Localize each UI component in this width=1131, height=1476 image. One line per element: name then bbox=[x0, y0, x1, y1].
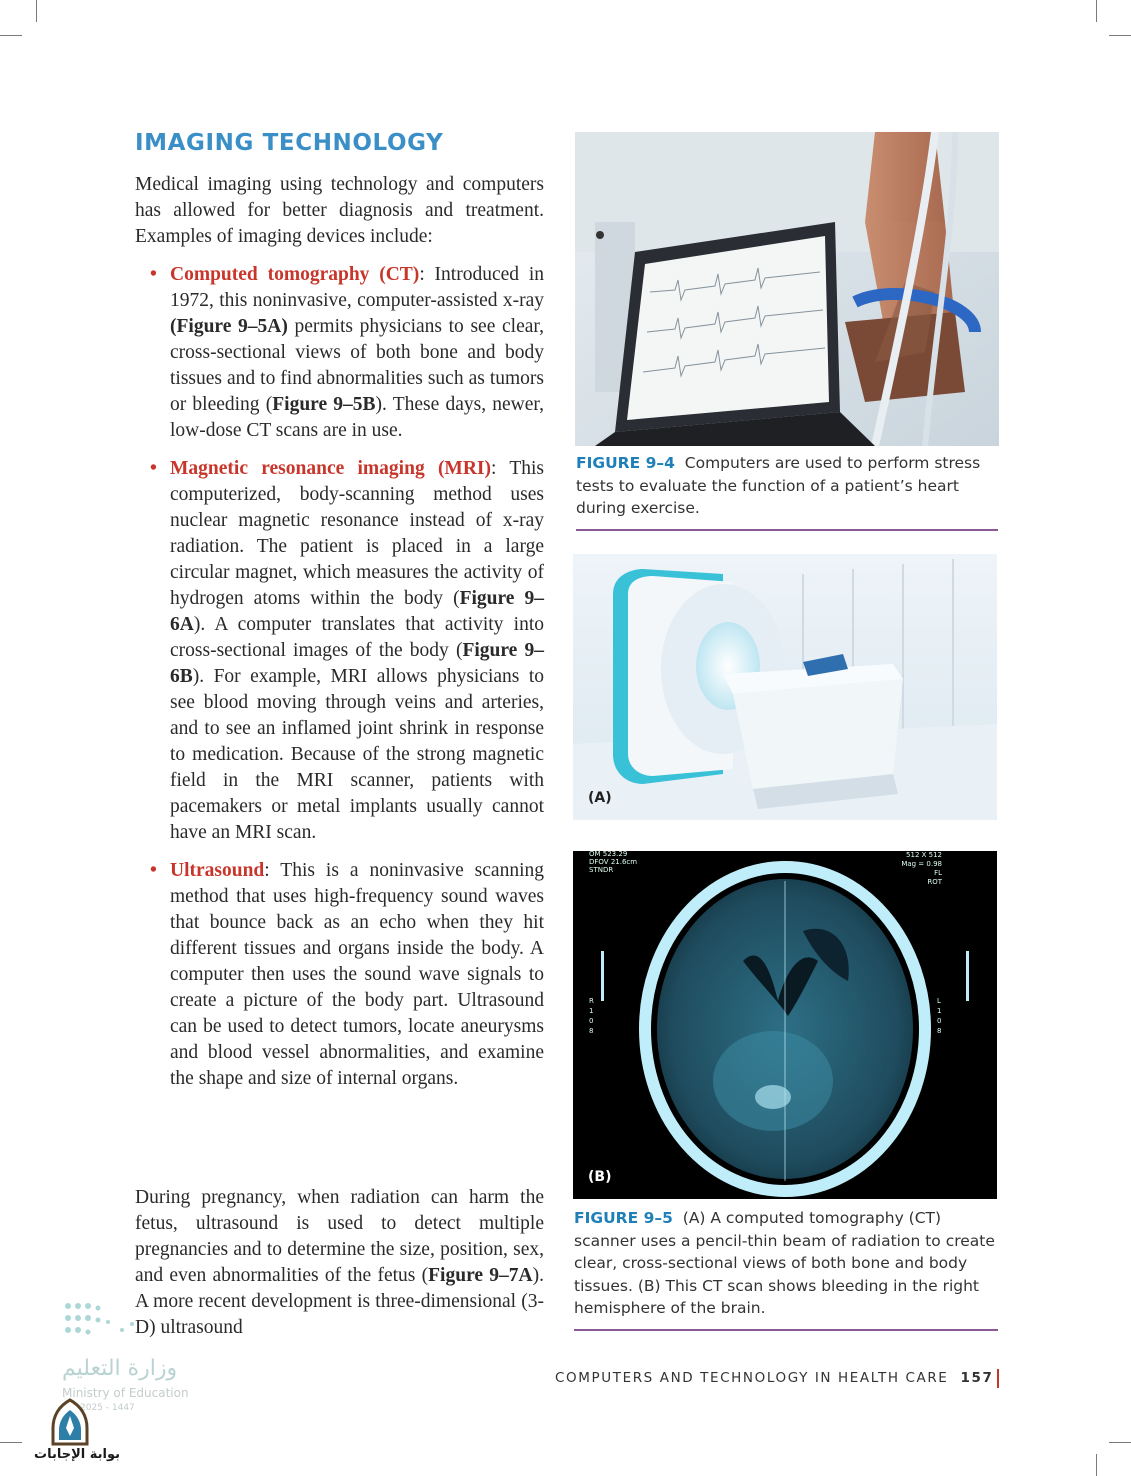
text: : This is a noninvasive scanning method that uses high-frequency sound waves that bounce back as an echo when they hit different tissues and organs inside the body. A computer then uses the sound wave signals to create a picture of the body part. Ultrasound can be used to detect tumors, locate aneurysms and blood vessel abnormalities, and examine the shape and size of internal organs. bbox=[170, 860, 544, 1089]
text: : This computerized, body-scanning method uses nuclear magnetic resonance instead of x-ray radiation. The patient is placed in a large circular magnet, which measures the activity of hydrogen atoms within the body ( bbox=[170, 458, 544, 609]
bullet-icon: • bbox=[150, 860, 157, 881]
crop-mark bbox=[1096, 0, 1097, 22]
figure-part-tag: (A) bbox=[588, 790, 612, 806]
page-number: 157 bbox=[960, 1370, 994, 1386]
page-footer bbox=[555, 1370, 993, 1386]
figure-9-4-caption bbox=[576, 452, 996, 520]
figure-reference: Figure 9–6A bbox=[170, 588, 544, 635]
watermark-year: 2025 - 1447 bbox=[80, 1403, 135, 1413]
text: During pregnancy, when radiation can harm the fetus, ultrasound is used to detect multiple pregnancies and to determine the size, position, sex, and even abnormalities of the fetus ( bbox=[135, 1187, 544, 1286]
caption-divider bbox=[574, 1329, 998, 1331]
figure-label: FIGURE 9–5 bbox=[574, 1209, 673, 1227]
ministry-arabic-name: وزارة التعليم bbox=[62, 1356, 178, 1381]
dots-logo-icon bbox=[62, 1300, 142, 1340]
list-item-ultrasound bbox=[135, 858, 544, 1092]
footer-accent-bar bbox=[997, 1369, 999, 1388]
figure-reference: Figure 9–7A bbox=[428, 1265, 533, 1286]
overlay-text: DFOV 21.6cm bbox=[589, 858, 638, 866]
crop-mark bbox=[0, 35, 22, 36]
term-ct: Computed tomography (CT) bbox=[170, 264, 420, 285]
section-heading: IMAGING TECHNOLOGY bbox=[135, 130, 444, 156]
scan-overlay-left bbox=[589, 851, 637, 874]
crop-mark bbox=[0, 1442, 22, 1443]
ministry-english-name: Ministry of Education bbox=[62, 1386, 189, 1400]
scan-side-left: R 108 bbox=[589, 997, 594, 1035]
site-name: بوابة الإجابات bbox=[34, 1447, 120, 1462]
figure-9-4-photo bbox=[575, 132, 999, 446]
crop-mark bbox=[1109, 1442, 1131, 1443]
lantern-logo-icon bbox=[47, 1398, 93, 1448]
overlay-text: ROT bbox=[927, 878, 942, 886]
overlay-text: FL bbox=[934, 869, 942, 877]
scan-overlay-right bbox=[901, 851, 942, 887]
imaging-device-list bbox=[135, 262, 544, 1104]
caption-text: (A) A computed tomography (CT) scanner uses a pencil-thin beam of radiation to create clear, cross-sectional views of both bone and body tissues. (B) This CT scan shows bleeding in the right hemisphere of the brain. bbox=[574, 1209, 995, 1317]
figure-reference: Figure 9–5B bbox=[272, 394, 376, 415]
figure-9-5a-photo bbox=[573, 554, 997, 820]
crop-mark bbox=[1109, 35, 1131, 36]
overlay-text: STNDR bbox=[589, 866, 614, 874]
text: ). These days, newer, low-dose CT scans are in use. bbox=[170, 394, 544, 441]
figure-reference: Figure 9–6B bbox=[170, 640, 544, 687]
text: ). A more recent development is three-dimensional (3-D) ultrasound bbox=[135, 1265, 544, 1338]
figure-9-5-caption bbox=[574, 1207, 998, 1320]
list-item-ct bbox=[135, 262, 544, 444]
text: ). For example, MRI allows physicians to see blood moving through veins and arteries, and to see an inflamed joint shrink in response to medication. Because of the strong magnetic field in the MRI scanner, patients with pacemakers or metal implants usually cannot have an MRI scan. bbox=[170, 666, 544, 843]
caption-text: Computers are used to perform stress tests to evaluate the function of a patient’s heart during exercise. bbox=[576, 454, 981, 517]
figure-reference: (Figure 9–5A) bbox=[170, 316, 288, 337]
text: permits physicians to see clear, cross-sectional views of both bone and body tissues and to find abnormalities such as tumors or bleeding ( bbox=[170, 316, 544, 415]
figure-label: FIGURE 9–4 bbox=[576, 454, 675, 472]
running-title: COMPUTERS AND TECHNOLOGY IN HEALTH CARE bbox=[555, 1370, 949, 1386]
intro-text: Medical imaging using technology and computers has allowed for better diagnosis and treatment. Examples of imaging devices include: bbox=[135, 174, 544, 247]
list-item-mri bbox=[135, 456, 544, 846]
pregnancy-text bbox=[135, 1185, 544, 1341]
brain-ct-illustration bbox=[573, 851, 997, 1199]
text: ). A computer translates that activity into cross-sectional images of the body ( bbox=[170, 614, 544, 661]
figure-9-5b-ct-scan bbox=[573, 851, 997, 1199]
ct-scanner-illustration bbox=[573, 554, 997, 820]
crop-mark bbox=[36, 0, 37, 22]
scan-side-right: L 108 bbox=[937, 997, 942, 1035]
pregnancy-paragraph bbox=[135, 1185, 544, 1341]
figure-part-tag: (B) bbox=[588, 1169, 612, 1185]
bullet-icon: • bbox=[150, 264, 157, 285]
overlay-text: OM 523.29 bbox=[589, 851, 628, 858]
bullet-icon: • bbox=[150, 458, 157, 479]
term-mri: Magnetic resonance imaging (MRI) bbox=[170, 458, 492, 479]
overlay-text: 512 X 512 bbox=[906, 851, 942, 859]
crop-mark bbox=[1096, 1454, 1097, 1476]
caption-divider bbox=[576, 529, 998, 531]
text: : Introduced in 1972, this noninvasive, computer-assisted x-ray bbox=[170, 264, 544, 311]
stress-test-illustration bbox=[575, 132, 999, 446]
intro-paragraph bbox=[135, 172, 544, 250]
term-ultrasound: Ultrasound bbox=[170, 860, 265, 881]
overlay-text: Mag = 0.98 bbox=[901, 860, 942, 868]
